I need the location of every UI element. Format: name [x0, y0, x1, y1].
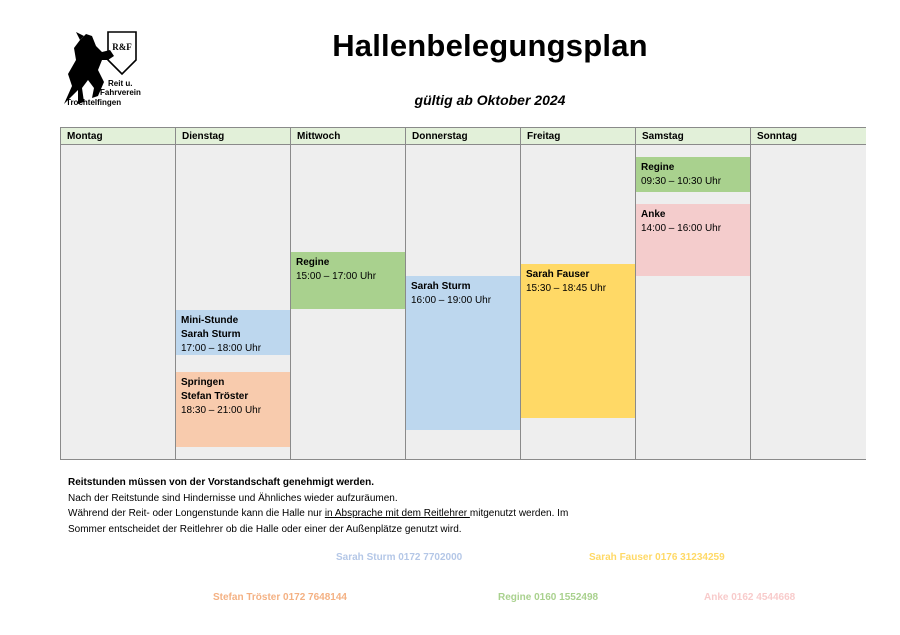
booking-person: Stefan Tröster [181, 391, 249, 402]
day-header: Dienstag [176, 128, 290, 145]
day-column-sonntag [751, 128, 866, 459]
booking-title: Springen [181, 377, 225, 388]
booking-slot [636, 204, 750, 276]
logo-monogram: R&F [112, 42, 132, 52]
contact-regine: Regine 0160 1552498 [498, 592, 599, 603]
booking-person: Sarah Fauser [526, 269, 590, 280]
booking-time: 18:30 – 21:00 Uhr [181, 405, 262, 416]
booking-slot [176, 372, 290, 447]
contact-stefan-troester: Stefan Tröster 0172 7648144 [213, 592, 347, 603]
note-usage-end: mitgenutzt werden. Im [469, 508, 569, 519]
day-column-dienstag [176, 128, 291, 459]
note-usage [68, 506, 668, 522]
logo-line-3: Trochtelfingen [66, 98, 122, 107]
page-subtitle: gültig ab Oktober 2024 [414, 92, 566, 108]
day-column-samstag [636, 128, 751, 459]
booking-slot [521, 264, 635, 418]
rules-notes [68, 475, 668, 537]
day-header: Montag [61, 128, 175, 145]
booking-slot [291, 252, 405, 309]
contact-anke: Anke 0162 4544668 [704, 592, 796, 603]
booking-time: 15:30 – 18:45 Uhr [526, 283, 607, 294]
booking-time: 14:00 – 16:00 Uhr [641, 223, 722, 234]
note-usage-underlined: in Absprache mit dem Reitlehrer [324, 508, 470, 519]
note-approval: Reitstunden müssen von der Vorstandschaft genehmigt werden. [68, 477, 374, 488]
booking-time: 16:00 – 19:00 Uhr [411, 295, 492, 306]
booking-slot [406, 276, 520, 430]
booking-person: Sarah Sturm [181, 329, 241, 340]
contact-sarah-sturm: Sarah Sturm 0172 7702000 [336, 552, 463, 563]
note-usage-text: Während der Reit- oder Longenstunde kann die Halle nur [68, 508, 325, 519]
day-header: Sonntag [751, 128, 866, 145]
booking-person: Anke [641, 209, 666, 220]
booking-person: Regine [641, 162, 675, 173]
day-header: Freitag [521, 128, 635, 145]
day-header: Mittwoch [291, 128, 405, 145]
note-cleanup: Nach der Reitstunde sind Hindernisse und Ähnliches wieder aufzuräumen. [68, 492, 398, 504]
logo-line-1: Reit u. [108, 79, 133, 88]
contact-sarah-fauser: Sarah Fauser 0176 31234259 [589, 552, 725, 563]
booking-title: Mini-Stunde [181, 315, 239, 326]
schedule-grid [60, 127, 866, 460]
page-title: Hallenbelegungsplan [332, 28, 648, 63]
day-column-freitag [521, 128, 636, 459]
booking-person: Sarah Sturm [411, 281, 471, 292]
day-column-mittwoch [291, 128, 406, 459]
day-column-montag [61, 128, 176, 459]
booking-slot [636, 157, 750, 192]
day-header: Samstag [636, 128, 750, 145]
logo-line-2: Fahrverein [100, 88, 141, 97]
booking-time: 09:30 – 10:30 Uhr [641, 176, 722, 187]
day-header: Donnerstag [406, 128, 520, 145]
day-column-donnerstag [406, 128, 521, 459]
booking-person: Regine [296, 257, 330, 268]
note-summer: Sommer entscheidet der Reitlehrer ob die Halle oder einer der Außenplätze genutzt wird. [68, 523, 462, 535]
booking-time: 17:00 – 18:00 Uhr [181, 343, 262, 354]
booking-time: 15:00 – 17:00 Uhr [296, 271, 377, 282]
booking-slot [176, 310, 290, 355]
